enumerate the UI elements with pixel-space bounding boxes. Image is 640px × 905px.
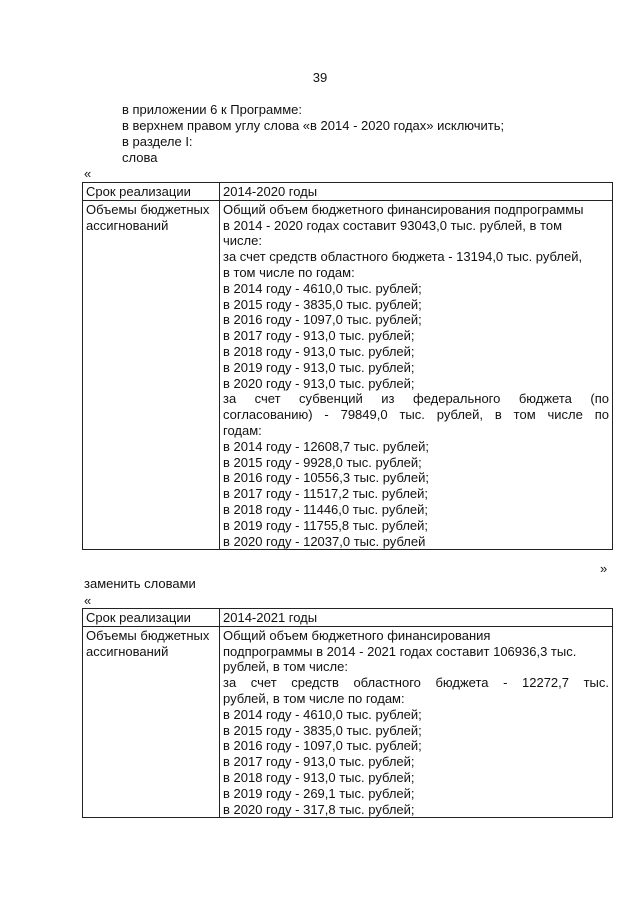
label-line: ассигнований	[86, 643, 169, 659]
budget-text-line: в 2014 году - 4610,0 тыс. рублей;	[223, 280, 422, 296]
table-row	[83, 183, 613, 201]
budget-text-line: за счет субвенций из федерального бюджета (по	[223, 391, 609, 407]
passport-table-new	[82, 608, 613, 818]
table-row	[83, 626, 613, 818]
budget-text-line: в 2019 году - 11755,8 тыс. рублей;	[223, 517, 429, 533]
budget-text-line: в 2016 году - 1097,0 тыс. рублей;	[223, 312, 422, 328]
budget-text-line: в 2018 году - 913,0 тыс. рублей;	[223, 769, 415, 785]
passport-table-old	[82, 182, 613, 550]
budget-text-line: годам:	[223, 422, 262, 438]
budget-text-line: подпрограммы в 2014 - 2021 годах составит 106936,3 тыс.	[223, 643, 577, 659]
budget-text-line: в 2018 году - 913,0 тыс. рублей;	[223, 343, 415, 359]
opening-quote-mark: «	[84, 593, 92, 608]
replace-label: заменить словами	[84, 576, 196, 591]
budget-text-line: в 2016 году - 10556,3 тыс. рублей;	[223, 470, 429, 486]
budget-text-line: в 2018 году - 11446,0 тыс. рублей;	[223, 501, 429, 517]
row-label-budget	[83, 626, 220, 818]
budget-text-line: в 2017 году - 11517,2 тыс. рублей;	[223, 486, 429, 502]
row-label-budget	[83, 200, 220, 550]
budget-text-line: числе:	[223, 233, 262, 249]
budget-text-line: в 2017 году - 913,0 тыс. рублей;	[223, 328, 415, 344]
budget-text-line: в 2019 году - 269,1 тыс. рублей;	[223, 785, 415, 801]
intro-line: в приложении 6 к Программе:	[122, 102, 302, 117]
intro-line: слова	[122, 150, 158, 165]
table-row	[83, 200, 613, 550]
label-line: Объемы бюджетных	[86, 627, 210, 643]
budget-text-line: в 2014 году - 12608,7 тыс. рублей;	[223, 438, 429, 454]
budget-text-line: в 2015 году - 3835,0 тыс. рублей;	[223, 722, 422, 738]
budget-text-line: в 2020 году - 12037,0 тыс. рублей	[223, 533, 426, 549]
intro-line: в разделе I:	[122, 134, 193, 149]
page-number: 39	[312, 70, 328, 85]
closing-quote-mark: »	[600, 561, 608, 576]
opening-quote-mark: «	[84, 166, 92, 181]
row-label-term: Срок реализации	[83, 609, 220, 627]
budget-text-line: в том числе по годам:	[223, 264, 355, 280]
budget-text-line: рублей, в том числе:	[223, 659, 348, 675]
intro-line: в верхнем правом углу слова «в 2014 - 2020 годах» исключить;	[122, 118, 505, 133]
budget-text-line: в 2020 году - 913,0 тыс. рублей;	[223, 375, 415, 391]
budget-text-line: Общий объем бюджетного финансирования	[223, 627, 491, 643]
row-value-term: 2014-2020 годы	[220, 183, 613, 201]
budget-text-line: в 2015 году - 3835,0 тыс. рублей;	[223, 296, 422, 312]
budget-text-line: в 2019 году - 913,0 тыс. рублей;	[223, 359, 415, 375]
row-value-budget	[220, 626, 613, 818]
row-label-term: Срок реализации	[83, 183, 220, 201]
intro-paragraphs	[122, 102, 504, 166]
row-value-term: 2014-2021 годы	[220, 609, 613, 627]
label-line: Объемы бюджетных	[86, 201, 210, 217]
budget-text-line: в 2017 году - 913,0 тыс. рублей;	[223, 754, 415, 770]
label-line: ассигнований	[86, 217, 169, 233]
budget-text-line: рублей, в том числе по годам:	[223, 690, 405, 706]
budget-text-line: в 2016 году - 1097,0 тыс. рублей;	[223, 738, 422, 754]
row-value-budget	[220, 200, 613, 550]
budget-text-line: в 2020 году - 317,8 тыс. рублей;	[223, 801, 415, 817]
budget-text-line: Общий объем бюджетного финансирования подпрограммы	[223, 201, 584, 217]
budget-text-line: согласованию) - 79849,0 тыс. рублей, в том числе по	[223, 407, 609, 423]
table-row	[83, 609, 613, 627]
budget-text-line: в 2014 году - 4610,0 тыс. рублей;	[223, 706, 422, 722]
budget-text-line: за счет средств областного бюджета - 12272,7 тыс.	[223, 675, 609, 691]
budget-text-line: в 2014 - 2020 годах составит 93043,0 тыс. рублей, в том	[223, 217, 563, 233]
budget-text-line: в 2015 году - 9928,0 тыс. рублей;	[223, 454, 422, 470]
budget-text-line: за счет средств областного бюджета - 13194,0 тыс. рублей,	[223, 249, 583, 265]
